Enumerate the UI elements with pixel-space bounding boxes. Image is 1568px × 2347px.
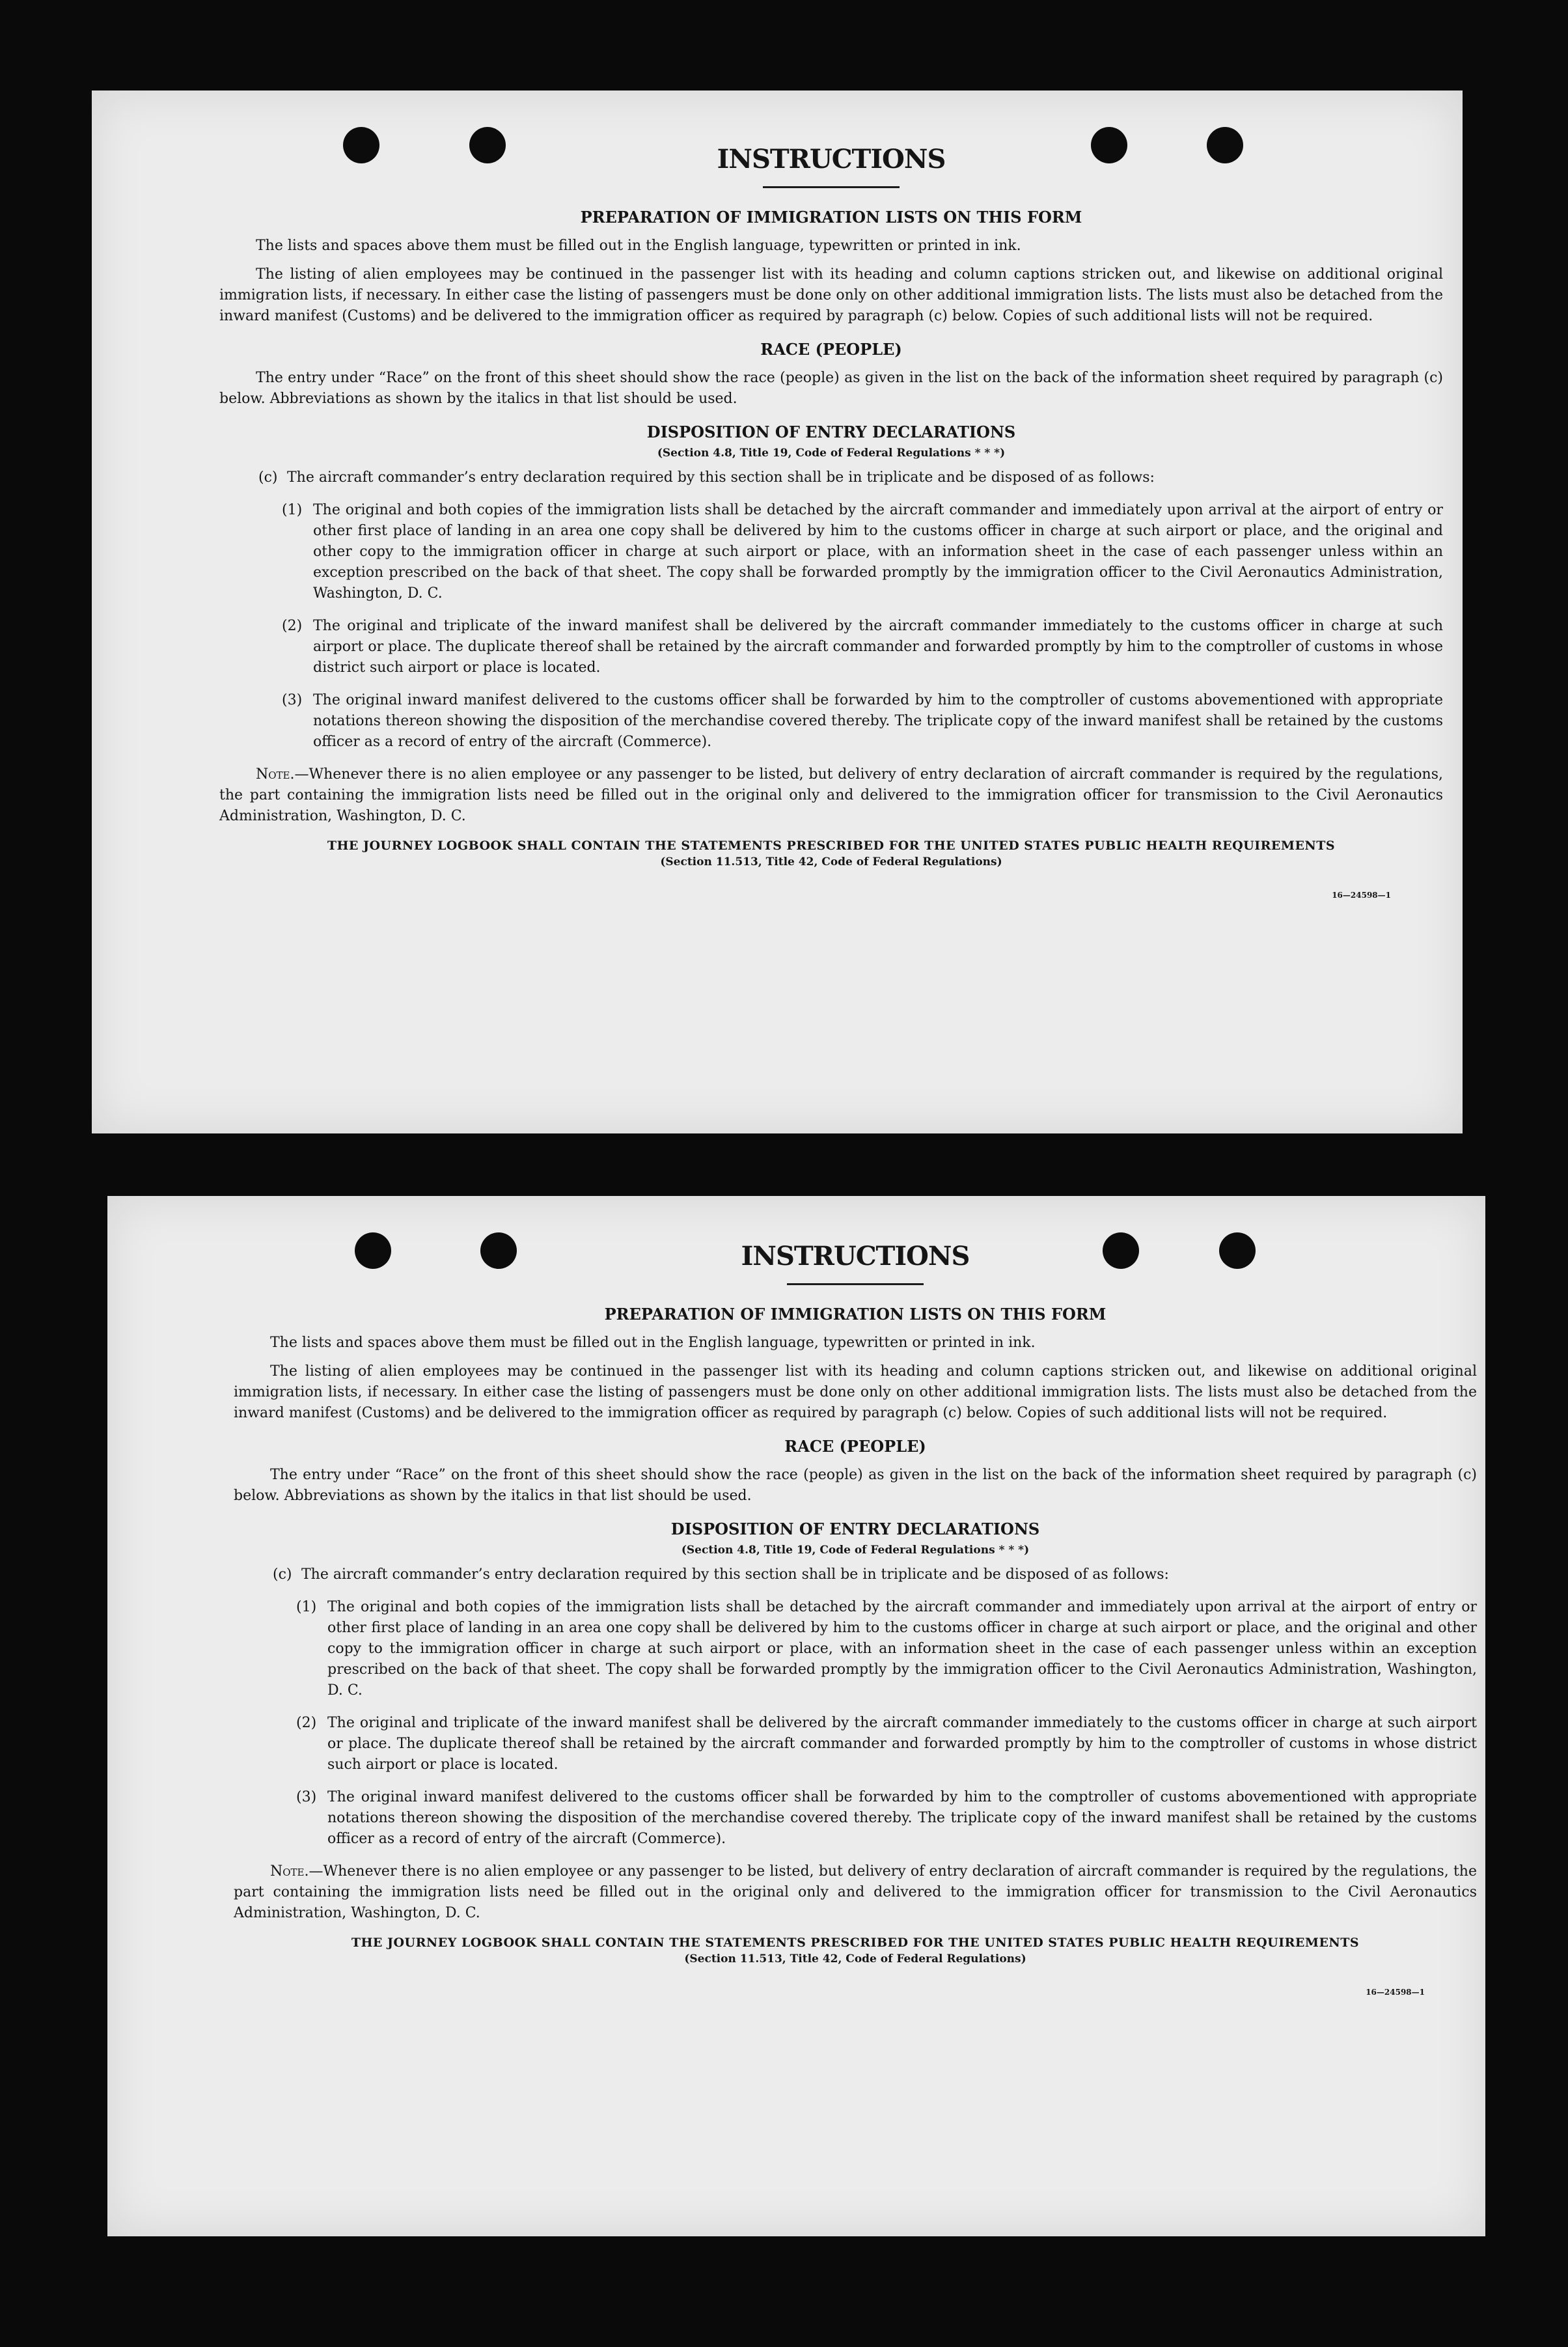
para-english: The lists and spaces above them must be filled out in the English language, typewritten or printed in ink. xyxy=(270,1335,1036,1351)
list-item xyxy=(296,1787,1477,1850)
paragraph-c-text: The aircraft commander’s entry declaration required by this section shall be in triplicate and be disposed of as follows: xyxy=(301,1566,1169,1583)
paragraph-c-text: The aircraft commander’s entry declaration required by this section shall be in triplicate and be disposed of as follows: xyxy=(287,469,1155,486)
instruction-sheet-bottom xyxy=(107,1196,1485,2236)
form-number: 16—24598—1 xyxy=(1366,1988,1425,1997)
item-text: The original and both copies of the immigration lists shall be detached by the aircraft commander and immediately upon arrival at the airport of entry or other first place of landing in an area one copy shall be delivered by him to the customs officer in charge at such airport or place, and the original and other copy to the immigration officer in charge at such airport or place, with an information sheet in the case of each passenger unless within an exception prescribed on the back of that sheet. The copy shall be forwarded promptly by the immigration officer to the Civil Aeronautics Administration, Washington, D. C. xyxy=(327,1599,1477,1699)
note-label: Note. xyxy=(270,1863,309,1880)
final-reference: (Section 11.513, Title 42, Code of Federal Regulations) xyxy=(660,855,1002,868)
title-underline xyxy=(763,186,900,188)
item-text: The original and triplicate of the inward manifest shall be delivered by the aircraft commander immediately to the customs officer in charge at such airport or place. The duplicate thereof shall be retained by the aircraft commander and forwarded promptly by him to the comptroller of customs in whose district such airport or place is located. xyxy=(327,1715,1477,1773)
item-text: The original and both copies of the immigration lists shall be detached by the aircraft commander and immediately upon arrival at the airport of entry or other first place of landing in an area one copy shall be delivered by him to the customs officer in charge at such airport or place, and the original and other copy to the immigration officer in charge at such airport or place, with an information sheet in the case of each passenger unless within an exception prescribed on the back of that sheet. The copy shall be forwarded promptly by the immigration officer to the Civil Aeronautics Administration, Washington, D. C. xyxy=(313,502,1443,602)
para-race: The entry under “Race” on the front of this sheet should show the race (people) as given in the list on the back of the information sheet required by paragraph (c) below. Abbreviations as shown by the italics in that list should be used. xyxy=(219,370,1443,407)
disposition-reference: (Section 4.8, Title 19, Code of Federal Regulations * * *) xyxy=(657,447,1006,460)
page-title: INSTRUCTIONS xyxy=(741,1241,970,1271)
note-text: —Whenever there is no alien employee or any passenger to be listed, but delivery of entry declaration of aircraft commander is required by the regulations, the part containing the immigration lists need be filled out in the original only and delivered to the immigration officer for transmission to the Civil Aeronautics Administration, Washington, D. C. xyxy=(219,766,1443,824)
para-alien-employees: The listing of alien employees may be continued in the passenger list with its heading and column captions stricken out, and likewise on additional original immigration lists, if necessary. In either case the listing of passengers must be done only on other additional immigration lists. The lists must also be detached from the inward manifest (Customs) and be delivered to the immigration officer as required by paragraph (c) below. Copies of such additional lists will not be required. xyxy=(234,1363,1477,1421)
list-item xyxy=(282,616,1443,678)
form-number: 16—24598—1 xyxy=(1332,891,1391,900)
final-statement: THE JOURNEY LOGBOOK SHALL CONTAIN THE STATEMENTS PRESCRIBED FOR THE UNITED STATES PUBLIC HEALTH REQUIREMENTS xyxy=(351,1936,1360,1950)
note-text: —Whenever there is no alien employee or any passenger to be listed, but delivery of entry declaration of aircraft commander is required by the regulations, the part containing the immigration lists need be filled out in the original only and delivered to the immigration officer for transmission to the Civil Aeronautics Administration, Washington, D. C. xyxy=(234,1863,1477,1921)
note-paragraph xyxy=(234,1861,1477,1924)
heading-preparation: PREPARATION OF IMMIGRATION LISTS ON THIS FORM xyxy=(604,1305,1107,1324)
paragraph-c-label: (c) xyxy=(273,1566,292,1583)
disposition-reference: (Section 4.8, Title 19, Code of Federal Regulations * * *) xyxy=(681,1544,1030,1557)
item-text: The original inward manifest delivered to the customs officer shall be forwarded by him to the comptroller of customs abovementioned with appropriate notations thereon showing the disposition of the merchandise covered thereby. The triplicate copy of the inward manifest shall be retained by the customs officer as a record of entry of the aircraft (Commerce). xyxy=(327,1789,1477,1847)
para-english: The lists and spaces above them must be filled out in the English language, typewritten or printed in ink. xyxy=(256,238,1021,254)
item-text: The original inward manifest delivered to the customs officer shall be forwarded by him to the comptroller of customs abovementioned with appropriate notations thereon showing the disposition of the merchandise covered thereby. The triplicate copy of the inward manifest shall be retained by the customs officer as a record of entry of the aircraft (Commerce). xyxy=(313,692,1443,750)
paragraph-c xyxy=(258,467,1443,488)
item-number: (3) xyxy=(282,692,303,708)
sheet-content xyxy=(234,1241,1477,1997)
item-number: (1) xyxy=(282,502,303,518)
heading-disposition: DISPOSITION OF ENTRY DECLARATIONS xyxy=(646,423,1016,441)
para-race: The entry under “Race” on the front of this sheet should show the race (people) as given in the list on the back of the information sheet required by paragraph (c) below. Abbreviations as shown by the italics in that list should be used. xyxy=(234,1467,1477,1504)
instruction-sheet-top xyxy=(92,90,1463,1133)
paragraph-c xyxy=(273,1564,1477,1585)
title-underline xyxy=(787,1283,924,1285)
para-alien-employees: The listing of alien employees may be continued in the passenger list with its heading and column captions stricken out, and likewise on additional original immigration lists, if necessary. In either case the listing of passengers must be done only on other additional immigration lists. The lists must also be detached from the inward manifest (Customs) and be delivered to the immigration officer as required by paragraph (c) below. Copies of such additional lists will not be required. xyxy=(219,266,1443,324)
final-statement: THE JOURNEY LOGBOOK SHALL CONTAIN THE STATEMENTS PRESCRIBED FOR THE UNITED STATES PUBLIC HEALTH REQUIREMENTS xyxy=(327,839,1336,853)
final-reference: (Section 11.513, Title 42, Code of Federal Regulations) xyxy=(684,1952,1026,1965)
item-number: (3) xyxy=(296,1789,317,1805)
item-number: (2) xyxy=(282,618,303,634)
list-item xyxy=(296,1597,1477,1701)
sheet-content xyxy=(219,144,1443,900)
item-text: The original and triplicate of the inward manifest shall be delivered by the aircraft commander immediately to the customs officer in charge at such airport or place. The duplicate thereof shall be retained by the aircraft commander and forwarded promptly by him to the comptroller of customs in whose district such airport or place is located. xyxy=(313,618,1443,676)
heading-race: RACE (PEOPLE) xyxy=(760,340,902,359)
list-item xyxy=(282,690,1443,753)
item-number: (1) xyxy=(296,1599,317,1615)
heading-preparation: PREPARATION OF IMMIGRATION LISTS ON THIS FORM xyxy=(580,208,1082,227)
list-item xyxy=(282,500,1443,604)
paragraph-c-label: (c) xyxy=(258,469,278,486)
page-title: INSTRUCTIONS xyxy=(717,144,946,174)
list-item xyxy=(296,1713,1477,1775)
item-number: (2) xyxy=(296,1715,317,1731)
heading-disposition: DISPOSITION OF ENTRY DECLARATIONS xyxy=(670,1520,1040,1538)
note-label: Note. xyxy=(256,766,295,783)
heading-race: RACE (PEOPLE) xyxy=(784,1437,926,1456)
note-paragraph xyxy=(219,764,1443,827)
